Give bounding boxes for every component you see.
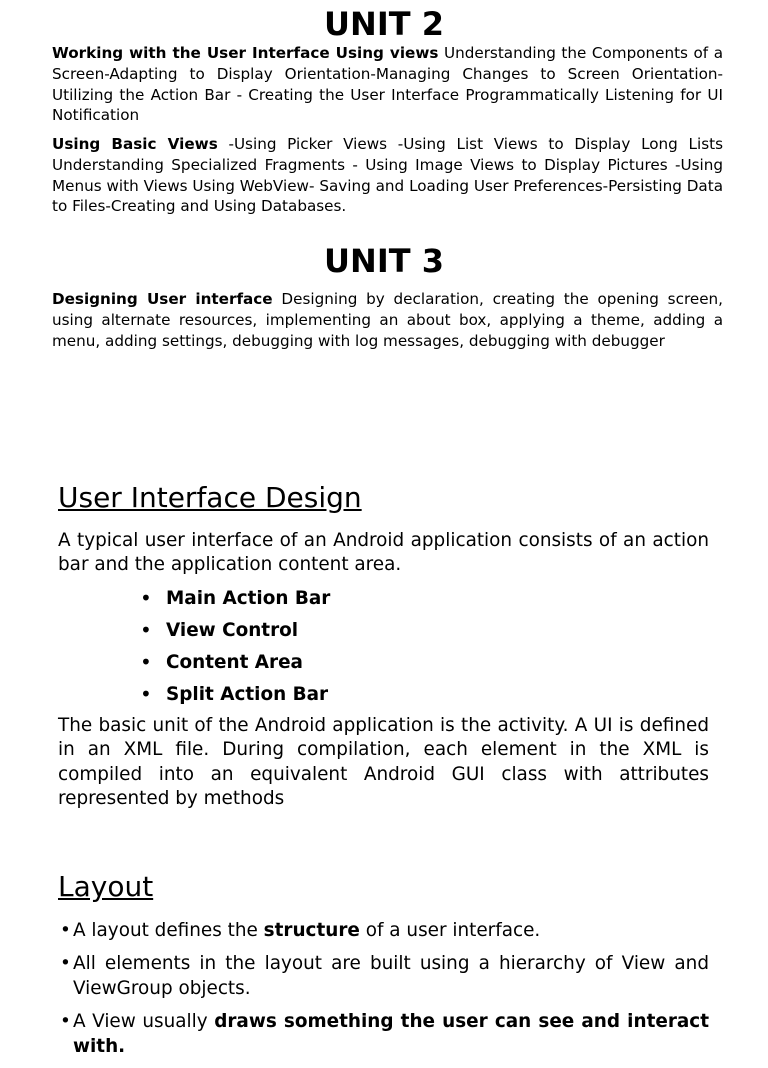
layout-b3-bold: draws something the user can see and interact with. — [73, 1011, 710, 1057]
bullet-icon: • — [140, 586, 152, 610]
uid-intro: A typical user interface of an Android application consists of an action bar and the application content area. — [58, 530, 709, 576]
layout-b2: All elements in the layout are built using a hierarchy of View and ViewGroup objects. — [73, 953, 709, 999]
unit3-title: UNIT 3 — [324, 242, 444, 280]
unit3-p1-bold: Designing User interface — [52, 290, 273, 308]
bullet-text: Main Action Bar — [166, 587, 331, 609]
list-item — [60, 919, 709, 943]
bullet-icon: • — [60, 1011, 71, 1033]
layout-bullet-list — [60, 919, 709, 1068]
unit2-paragraph-2 — [52, 134, 723, 217]
list-item — [60, 952, 709, 1001]
unit2-p2-bold: Using Basic Views — [52, 135, 218, 153]
unit2-paragraph-1 — [52, 43, 723, 126]
bullet-icon: • — [60, 953, 71, 975]
bullet-icon: • — [140, 682, 152, 706]
layout-heading: Layout — [58, 870, 154, 903]
layout-b1-post: of a user interface. — [359, 920, 541, 941]
uid-bullet-list — [140, 582, 330, 710]
bullet-icon: • — [140, 618, 152, 642]
unit2-p1-bold: Working with the User Interface Using views — [52, 44, 439, 62]
uid-heading: User Interface Design — [58, 481, 362, 514]
uid-body: The basic unit of the Android application is the activity. A UI is defined in an XML file. During compilation, each element in the XML is compiled into an equivalent Android GUI class with attributes represented by methods — [58, 715, 709, 810]
layout-b1-pre: A layout defines the — [73, 920, 264, 941]
bullet-text: View Control — [166, 619, 299, 641]
list-item — [140, 614, 330, 646]
unit3-p1-text: Designing by declaration, creating the opening screen, using alternate resources, implementing an about box, applying a theme, adding a menu, adding settings, debugging with log messages, debugging with debugger — [52, 290, 723, 350]
unit2-title: UNIT 2 — [324, 5, 444, 43]
bullet-text: Split Action Bar — [166, 683, 329, 705]
unit2-p2-text: -Using Picker Views -Using List Views to Display Long Lists Understanding Specialized Fragments - Using Image Views to Display Pictures -Using Menus with Views Using WebView- Saving and Loading User Preferences-Persisting Data to Files-Creating and Using Databases. — [52, 135, 723, 216]
list-item — [140, 582, 330, 614]
bullet-icon: • — [140, 650, 152, 674]
list-item — [140, 646, 330, 678]
unit2-p1-text: Understanding the Components of a Screen-Adapting to Display Orientation-Managing Changes to Screen Orientation-Utilizing the Action Bar - Creating the User Interface Programmatically Listening for UI Notification — [52, 44, 723, 125]
list-item — [60, 1010, 709, 1059]
layout-b1-bold: structure — [263, 920, 360, 941]
bullet-icon: • — [60, 920, 71, 941]
bullet-text: Content Area — [166, 651, 303, 673]
layout-b3-pre: A View usually — [73, 1011, 215, 1033]
list-item — [140, 678, 330, 710]
unit3-paragraph-1 — [52, 289, 723, 351]
